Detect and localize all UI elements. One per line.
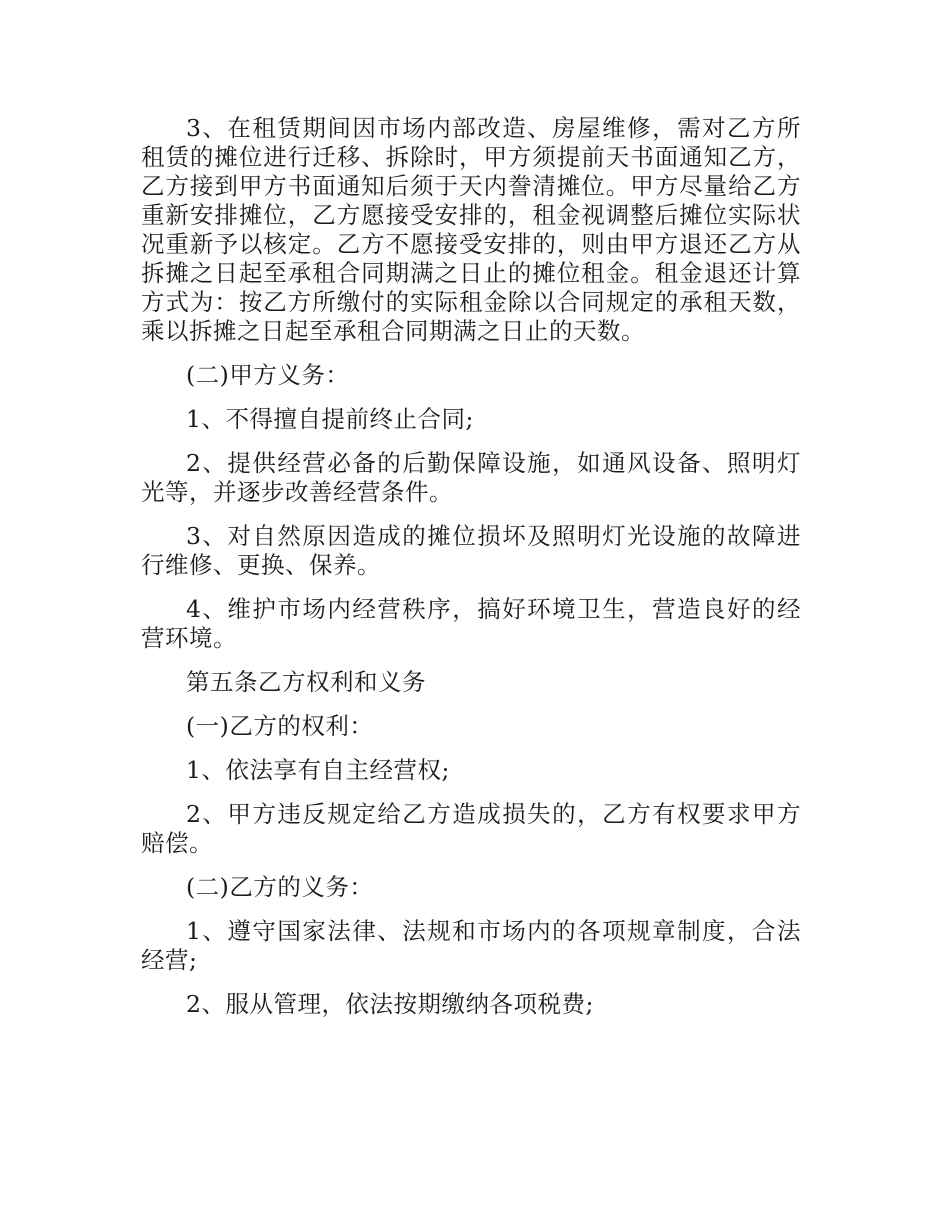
paragraph-party-a-obligation-1: 1、不得擅自提前终止合同; [186,405,474,433]
paragraph-party-b-right-2: 2、甲方违反规定给乙方造成损失的，乙方有权要求甲方赔偿。 [141,800,801,857]
paragraph-party-b-right-1: 1、依法享有自主经营权; [186,756,450,784]
paragraph-party-b-obligation-2: 2、服从管理，依法按期缴纳各项税费; [186,990,594,1018]
heading-party-b-obligations: (二)乙方的义务： [186,873,374,901]
paragraph-party-a-obligation-2: 2、提供经营必备的后勤保障设施，如通风设备、照明灯光等，并逐步改善经营条件。 [141,449,801,506]
document-page [141,114,801,1034]
heading-article-5: 第五条乙方权利和义务 [186,668,426,696]
paragraph-party-b-obligation-1: 1、遵守国家法律、法规和市场内的各项规章制度，合法经营; [141,917,801,974]
paragraph-relocation-clause: 3、在租赁期间因市场内部改造、房屋维修，需对乙方所租赁的摊位进行迁移、拆除时，甲方须提前天书面通知乙方，乙方接到甲方书面通知后须于天内誊清摊位。甲方尽量给乙方重新安排摊位，乙方愿接受安排的，租金视调整后摊位实际状况重新予以核定。乙方不愿接受安排的，则由甲方退还乙方从拆摊之日起至承租合同期满之日止的摊位租金。租金退还计算方式为：按乙方所缴付的实际租金除以合同规定的承租天数，乘以拆摊之日起至承租合同期满之日止的天数。 [141,114,801,345]
heading-party-b-rights: (一)乙方的权利： [186,712,374,740]
heading-party-a-obligations: (二)甲方义务： [186,361,350,389]
paragraph-party-a-obligation-3: 3、对自然原因造成的摊位损坏及照明灯光设施的故障进行维修、更换、保养。 [141,522,801,579]
paragraph-party-a-obligation-4: 4、维护市场内经营秩序，搞好环境卫生，营造良好的经营环境。 [141,595,801,652]
